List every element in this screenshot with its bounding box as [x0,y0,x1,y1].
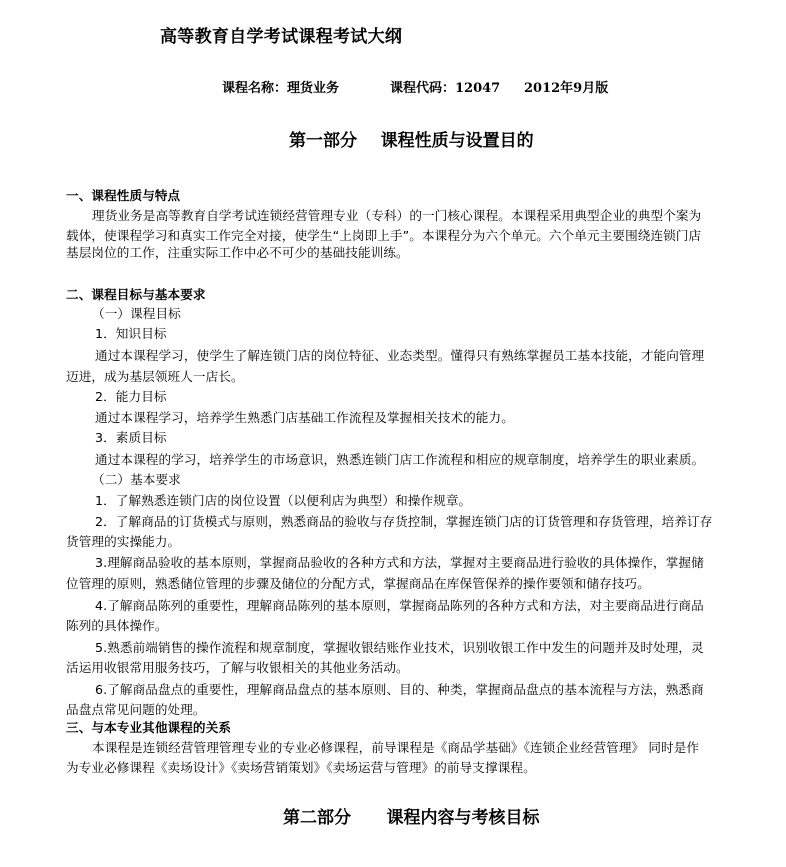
requirement-line: 陈列的具体操作。 [66,618,168,633]
subheading: （二）基本要求 [92,472,181,487]
paragraph-line: 通过本课程学习，使学生了解连锁门店的岗位特征、业态类型。懂得只有熟练掌握员工基本技能，才能向管理 [95,348,705,363]
item-title: 3．素质目标 [95,430,167,445]
course-code: 课程代码：12047 [390,81,501,96]
paragraph-line: 理货业务是高等教育自学考试连锁经营管理专业（专科）的一门核心课程。本课程采用典型企业的典型个案为 [92,208,702,223]
part2-title: 第二部分 课程内容与考核目标 [283,808,540,828]
requirement-line: 6.了解商品盘点的重要性，理解商品盘点的基本原则、目的、种类，掌握商品盘点的基本流程与方法，熟悉商 [95,682,704,697]
course-name: 课程名称：理货业务 [222,81,340,96]
document-title: 高等教育自学考试课程考试大纲 [160,27,403,47]
section2-heading: 二、课程目标与基本要求 [66,287,206,302]
subheading: （一）课程目标 [92,306,181,321]
requirement-line: 1．了解熟悉连锁门店的岗位设置（以便利店为典型）和操作规章。 [95,493,472,508]
item-title: 1．知识目标 [95,326,167,341]
section1-heading: 一、课程性质与特点 [66,188,181,203]
paragraph-line: 基层岗位的工作，注重实际工作中必不可少的基础技能训练。 [66,245,409,260]
section3-heading: 三、与本专业其他课程的关系 [66,720,232,735]
paragraph-line: 载体，使课程学习和真实工作完全对接，使学生“上岗即上手”。本课程分为六个单元。六个单元主要围绕连锁门店 [66,228,702,243]
paragraph-line: 通过本课程学习，培养学生熟悉门店基础工作流程及掌握相关技术的能力。 [95,410,514,425]
requirement-line: 货管理的实操能力。 [66,534,181,549]
item-title: 2．能力目标 [95,389,167,404]
requirement-line: 位管理的原则，熟悉储位管理的步骤及储位的分配方式，掌握商品在库保管保养的操作要领和储存技巧。 [66,576,650,591]
paragraph-line: 通过本课程的学习，培养学生的市场意识，熟悉连锁门店工作流程和相应的规章制度，培养学生的职业素质。 [95,452,705,467]
requirement-line: 2．了解商品的订货模式与原则，熟悉商品的验收与存货控制，掌握连锁门店的订货管理和存货管理，培养订存 [95,514,713,529]
requirement-line: 3.理解商品验收的基本原则，掌握商品验收的各种方式和方法，掌握对主要商品进行验收的具体操作，掌握储 [95,555,704,570]
requirement-line: 4.了解商品陈列的重要性，理解商品陈列的基本原则，掌握商品陈列的各种方式和方法，对主要商品进行商品 [95,598,704,613]
part1-title: 第一部分 课程性质与设置目的 [289,131,534,151]
requirement-line: 品盘点常见问题的处理。 [66,702,206,717]
requirement-line: 活运用收银常用服务技巧，了解与收银相关的其他业务活动。 [66,660,409,675]
requirement-line: 5.熟悉前端销售的操作流程和规章制度，掌握收银结账作业技术，识别收银工作中发生的问题并及时处理，灵 [95,640,704,655]
paragraph-line: 迈进，成为基层领班人一店长。 [66,369,244,384]
paragraph-line: 为专业必修课程《卖场设计》《卖场营销策划》《卖场运营与管理》的前导支撑课程。 [66,760,536,775]
paragraph-line: 本课程是连锁经营管理管理专业的专业必修课程，前导课程是《商品学基础》《连锁企业经营管理》 同时是作 [92,740,700,755]
course-version: 2012年9月版 [524,81,609,96]
